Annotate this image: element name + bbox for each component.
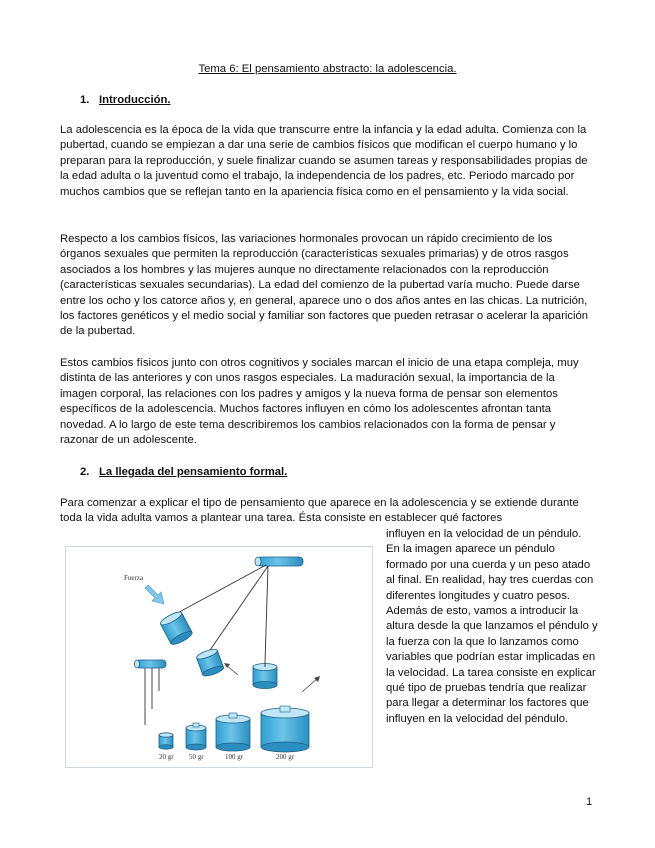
page-number: 1 [586,796,593,808]
section-number: 1. [80,94,90,106]
pendulum-string-3 [265,566,268,663]
pendulum-weight-middle [196,647,225,677]
weight-20g [159,733,173,749]
pivot-bar-top [255,557,303,566]
section-heading-pensamiento-formal [80,465,287,480]
weight-label-100: 100 gr [225,753,244,761]
document-title: Tema 6: El pensamiento abstracto: la adolescencia. [198,63,457,75]
weight-200g [261,706,309,752]
section-title: La llegada del pensamiento formal. [99,466,288,478]
pendulum-string-2 [208,566,268,653]
weight-label-200: 200 gr [276,753,295,761]
paragraph-intro-3: Estos cambios físicos junto con otros cognitivos y sociales marcan el inicio de una etapa compleja, muy distinta de las anteriores y con unos rasgos especiales. La maduración sexual, la importancia de la imagen corporal, las relaciones con los padres y amigos y la nueva forma de pensar son elementos específicos de la adolescencia. Muchos factores influyen en cómo los adolescentes afrontan tanta novedad. A lo largo de este tema describiremos los cambios relacionados con la forma de pensar y razonar de un adolescente. [60,357,579,447]
paragraph-intro-1: La adolescencia es la época de la vida que transcurre entre la infancia y la edad adulta. Comienza con la pubertad, cuando se empiezan a dar una serie de cambios físicos que modifican el cuerpo humano y lo preparan para la reproducción, y suele finalizar cuando se asumen tareas y responsabilidades propias de la edad adulta o la juventud como el trabajo, la independencia de los padres, etc. Periodo marcado por muchos cambios que se reflejan tanto en la apariencia física como en el pensamiento y la vida social. [60,124,588,198]
force-label: Fuerza [124,574,144,582]
pendulum-weight-left [159,610,194,647]
weight-100g [216,713,250,751]
paragraph-intro-2: Respecto a los cambios físicos, las variaciones hormonales provocan un rápido crecimiento de los órganos sexuales que permiten la reproducción (características sexuales primarias) y de otros rasgos asociados a los hombres y las mujeres aunque no directamente relacionados con la reproducción (características sexuales secundarias). La edad del comienzo de la pubertad varía mucho. Puede darse entre los ocho y los catorce años y, en general, aparece uno o dos años antes en las chicas. La nutrición, los factores genéticos y el medio social y familiar son factores que pueden retrasar o acelerar la aparición de la pubertad. [60,233,589,338]
paragraph-task-wrapped: influyen en la velocidad de un péndulo. En la imagen aparece un péndulo formado por una cuerda y un peso atado al final. En realidad, hay tres cuerdas con diferentes longitudes y cuatro pesos. Además de esto, vamos a introducir la altura desde la que lanzamos el péndulo y la fuerza con la que lo lanzamos como variables que podrían estar implicadas en la velocidad. La tarea consiste en explicar qué tipo de pruebas tendría que realizar para llegar a determinar los factores que influyen en la velocidad del péndulo. [386,528,598,725]
weight-50g [186,723,206,750]
motion-arrow-right-icon [302,676,320,692]
pendulum-illustration [66,547,372,767]
motion-arrow-left-icon [224,663,238,675]
pendulum-weight-hanging [253,663,277,689]
section-title: Introducción. [99,94,171,106]
pivot-bar-side [134,660,166,668]
section-heading-introduccion [80,93,171,108]
force-arrow-icon [145,585,164,604]
weight-label-20: 20 gr [159,753,174,761]
pendulum-figure [65,546,373,768]
pendulum-string-1 [170,565,266,617]
section-number: 2. [80,466,90,478]
paragraph-task-intro: Para comenzar a explicar el tipo de pensamiento que aparece en la adolescencia y se extiende durante toda la vida adulta vamos a plantear una tarea. Ésta consiste en establecer qué factores [60,497,579,525]
weight-label-50: 50 gr [189,753,204,761]
